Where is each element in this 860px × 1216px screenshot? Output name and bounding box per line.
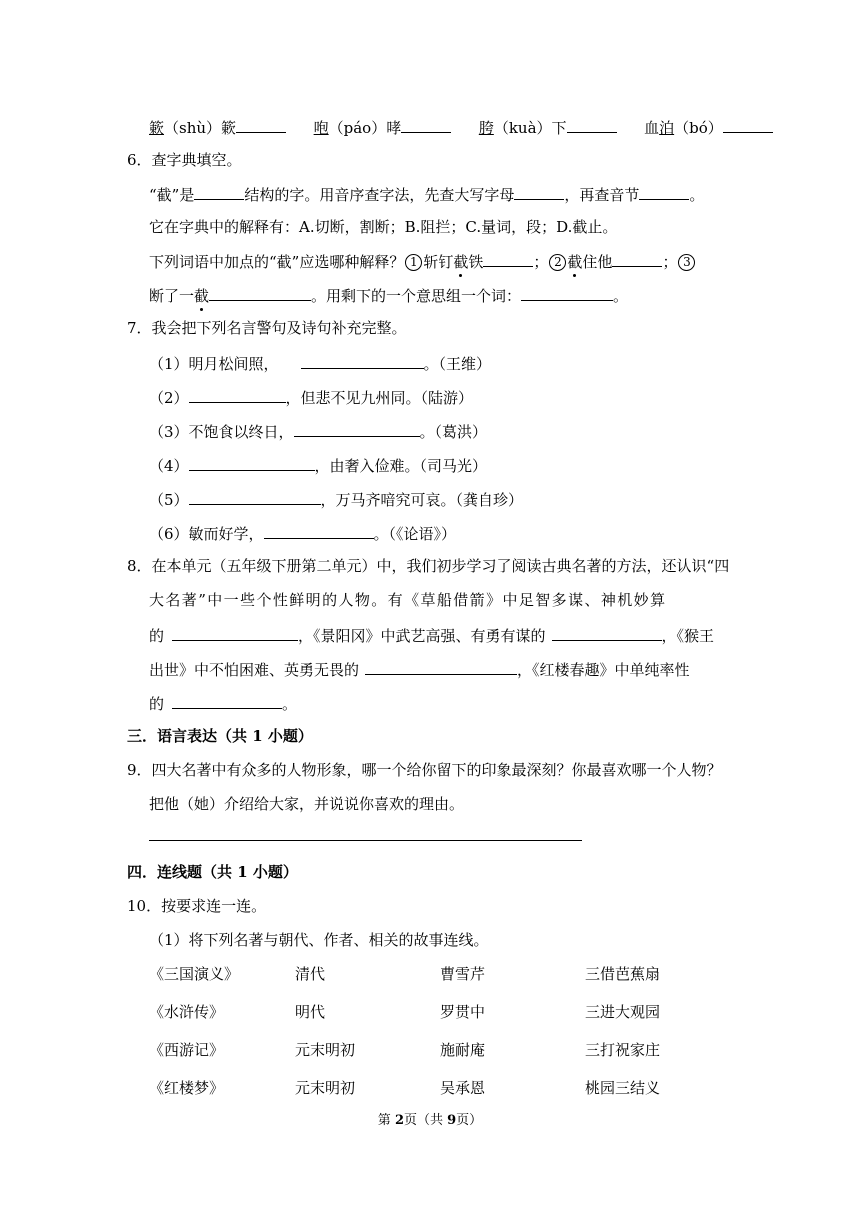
match-book[interactable]: 《西游记》	[149, 1041, 225, 1059]
answer-blank[interactable]	[567, 116, 617, 133]
circled-number-3: 3	[678, 254, 695, 271]
q7-item-4: （4） ，由奢入俭难。（司马光）	[149, 454, 487, 476]
q10-title: 10．按要求连一连。	[127, 897, 267, 915]
match-author[interactable]: 罗贯中	[440, 1003, 486, 1021]
dotted-char: 截	[453, 253, 469, 271]
dotted-char: 截	[567, 253, 583, 271]
q6-line-1: “截”是 结构的字。用音序查字法，先查大写字母 ，再查音节 。	[149, 183, 704, 205]
answer-blank[interactable]	[294, 420, 420, 437]
answer-blank[interactable]	[723, 116, 773, 133]
match-story[interactable]: 三打祝家庄	[585, 1041, 661, 1059]
match-book[interactable]: 《水浒传》	[149, 1003, 225, 1021]
answer-blank[interactable]	[172, 692, 282, 709]
q5-char-4: 泊	[659, 119, 675, 137]
match-dynasty[interactable]: 元末明初	[295, 1079, 356, 1097]
page-total: 9	[447, 1113, 457, 1128]
match-story[interactable]: 三借芭蕉扇	[585, 965, 661, 983]
dotted-char: 截	[194, 287, 210, 305]
answer-blank[interactable]	[514, 183, 564, 200]
q7-item-1: （1）明月松间照， 。（王维）	[149, 352, 491, 374]
section-heading-3: 三．语言表达（共 1 小题）	[127, 727, 313, 745]
q6-line-4: 断了一截 。用剩下的一个意思组一个词： 。	[149, 284, 628, 306]
circled-number-1: 1	[405, 254, 422, 271]
q8-line-2: 大名著”中一些个性鲜明的人物。有《草船借箭》中足智多谋、神机妙算	[149, 591, 667, 609]
match-dynasty[interactable]: 明代	[295, 1003, 326, 1021]
match-author[interactable]: 施耐庵	[440, 1041, 486, 1059]
section-heading-4: 四．连线题（共 1 小题）	[127, 863, 298, 881]
q7-title: 7．我会把下列名言警句及诗句补充完整。	[127, 319, 407, 337]
match-author[interactable]: 吴承恩	[440, 1079, 486, 1097]
match-dynasty[interactable]: 清代	[295, 965, 326, 983]
answer-blank[interactable]	[236, 116, 286, 133]
answer-blank[interactable]	[552, 624, 662, 641]
answer-blank[interactable]	[612, 250, 662, 267]
answer-blank[interactable]	[483, 250, 533, 267]
answer-blank[interactable]	[209, 284, 311, 301]
q10-subtitle: （1）将下列名著与朝代、作者、相关的故事连线。	[149, 931, 489, 949]
q9-line-2: 把他（她）介绍给大家，并说说你喜欢的理由。	[149, 795, 465, 813]
answer-blank[interactable]	[189, 386, 286, 403]
q9-answer-line[interactable]	[149, 840, 582, 841]
q5-char-2: 咆	[313, 119, 329, 137]
q8-line-5: 的 。	[149, 692, 297, 714]
q7-item-2: （2） ，但悲不见九州同。（陆游）	[149, 386, 473, 408]
answer-blank[interactable]	[639, 183, 689, 200]
match-author[interactable]: 曹雪芹	[440, 965, 486, 983]
circled-number-2: 2	[549, 254, 566, 271]
answer-blank[interactable]	[401, 116, 451, 133]
q8-line-4: 出世》中不怕困难、英勇无畏的 ，《红楼春趣》中单纯率性	[149, 658, 690, 680]
answer-blank[interactable]	[189, 454, 315, 471]
answer-blank[interactable]	[521, 284, 613, 301]
q6-line-2: 它在字典中的解释有：A.切断，割断；B.阻拦；C.量词，段；D.截止。	[149, 218, 618, 236]
q7-item-5: （5） ，万马齐喑究可哀。（龚自珍）	[149, 488, 523, 510]
match-story[interactable]: 桃园三结义	[585, 1079, 661, 1097]
q7-item-3: （3）不饱食以终日， 。（葛洪）	[149, 420, 487, 442]
match-book[interactable]: 《红楼梦》	[149, 1079, 225, 1097]
q5-word-line: 簌（shù）簌 咆（páo）哮 胯（kuà）下 血泊（bó）	[149, 116, 773, 138]
q5-char-1: 簌	[149, 119, 165, 137]
match-book[interactable]: 《三国演义》	[149, 965, 240, 983]
q9-line-1: 9．四大名著中有众多的人物形象，哪一个给你留下的印象最深刻？你最喜欢哪一个人物？	[127, 761, 722, 779]
q6-title: 6．查字典填空。	[127, 151, 242, 169]
answer-blank[interactable]	[264, 522, 374, 539]
answer-blank[interactable]	[189, 488, 321, 505]
page-footer: 第 2页（共 9页）	[377, 1113, 483, 1128]
answer-blank[interactable]	[194, 183, 244, 200]
match-story[interactable]: 三进大观园	[585, 1003, 661, 1021]
q6-line-3: 下列词语中加点的“截”应选哪种解释？ 1 斩钉截铁 ； 2 截住他 ； 3	[149, 250, 696, 272]
answer-blank[interactable]	[365, 658, 517, 675]
q8-line-1: 8．在本单元（五年级下册第二单元）中，我们初步学习了阅读古典名著的方法，还认识“四	[127, 557, 730, 575]
q7-item-6: （6）敏而好学， 。（《论语》）	[149, 522, 456, 544]
q5-char-3: 胯	[478, 119, 494, 137]
answer-blank[interactable]	[172, 624, 298, 641]
match-dynasty[interactable]: 元末明初	[295, 1041, 356, 1059]
page-number: 2	[394, 1113, 404, 1128]
q8-line-3: 的 ，《景阳冈》中武艺高强、有勇有谋的 ，《猴王	[149, 624, 714, 646]
answer-blank[interactable]	[301, 352, 424, 369]
